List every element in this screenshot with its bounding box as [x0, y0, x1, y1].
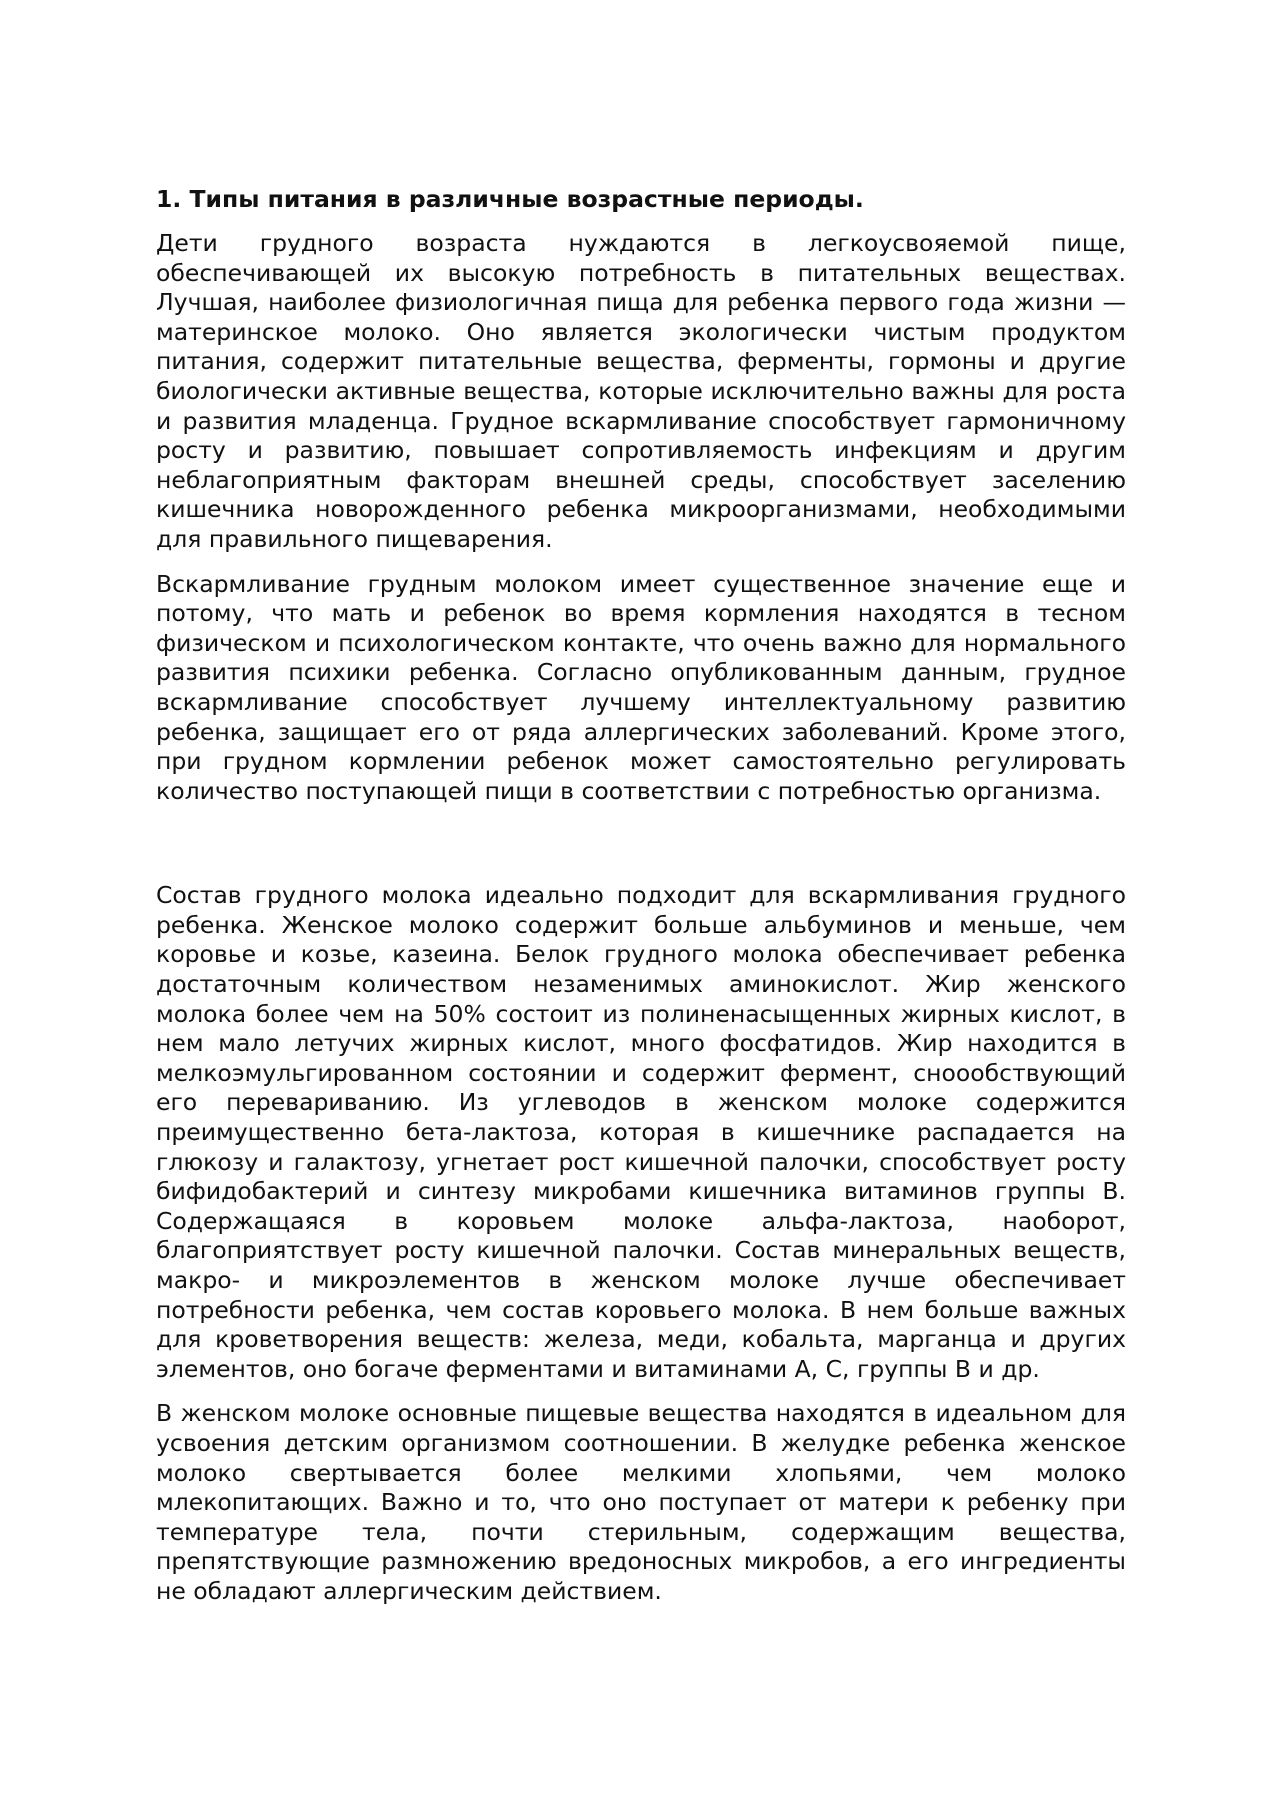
- paragraph-nutrient-balance: В женском молоке основные пищевые вещества находятся в идеальном для усвоения детским организмом соотношении. В желудке ребенка женское молоко свертывается более мелкими хлопьями, чем молоко млекопитающих. Важно и то, что оно поступает от матери к ребенку при температуре тела, почти стерильным, содержащим вещества, препятствующие размножению вредоносных микробов, а его ингредиенты не обладают аллергическим действием.: [156, 1399, 1126, 1605]
- paragraph-psychological-contact: Вскармливание грудным молоком имеет существенное значение еще и потому, что мать и ребенок во время кормления находятся в тесном физическом и психологическом контакте, что очень важно для нормального развития психики ребенка. Согласно опубликованным данным, грудное вскармливание способствует лучшему интеллектуальному развитию ребенка, защищает его от ряда аллергических заболеваний. Кроме этого, при грудном кормлении ребенок может самостоятельно регулировать количество поступающей пищи в соответствии с потребностью организма.: [156, 569, 1126, 805]
- paragraph-breastfeeding-intro: Дети грудного возраста нуждаются в легкоусвояемой пище, обеспечивающей их высокую потребность в питательных веществах. Лучшая, наиболее физиологичная пища для ребенка первого года жизни — материнское молоко. Оно является экологически чистым продуктом питания, содержит питательные вещества, ферменты, гормоны и другие биологически активные вещества, которые исключительно важны для роста и развития младенца. Грудное вскармливание способствует гармоничному росту и развитию, повышает сопротивляемость инфекциям и другим неблагоприятным факторам внешней среды, способствует заселению кишечника новорожденного ребенка микроорганизмами, необходимыми для правильного пищеварения.: [156, 229, 1126, 553]
- section-heading: 1. Типы питания в различные возрастные периоды.: [156, 185, 864, 213]
- paragraph-milk-composition: Состав грудного молока идеально подходит для вскармливания грудного ребенка. Женское молоко содержит больше альбуминов и меньше, чем коровье и козье, казеина. Белок грудного молока обеспечивает ребенка достаточным количеством незаменимых аминокислот. Жир женского молока более чем на 50% состоит из полиненасыщенных жирных кислот, в нем мало летучих жирных кислот, много фосфатидов. Жир находится в мелкоэмульгированном состоянии и содержит фермент, сноообствующий его перевариванию. Из углеводов в женском молоке содержится преимущественно бета-лактоза, которая в кишечнике распадается на глюкозу и галактозу, угнетает рост кишечной палочки, способствует росту бифидобактерий и синтезу микробами кишечника витаминов группы В. Содержащаяся в коровьем молоке альфа-лактоза, наоборот, благоприятствует росту кишечной палочки. Состав минеральных веществ, макро- и микроэлементов в женском молоке лучше обеспечивает потребности ребенка, чем состав коровьего молока. В нем больше важных для кроветворения веществ: железа, меди, кобальта, марганца и других элементов, оно богаче ферментами и витаминами А, С, группы В и др.: [156, 881, 1126, 1383]
- document-body: [156, 184, 1126, 1622]
